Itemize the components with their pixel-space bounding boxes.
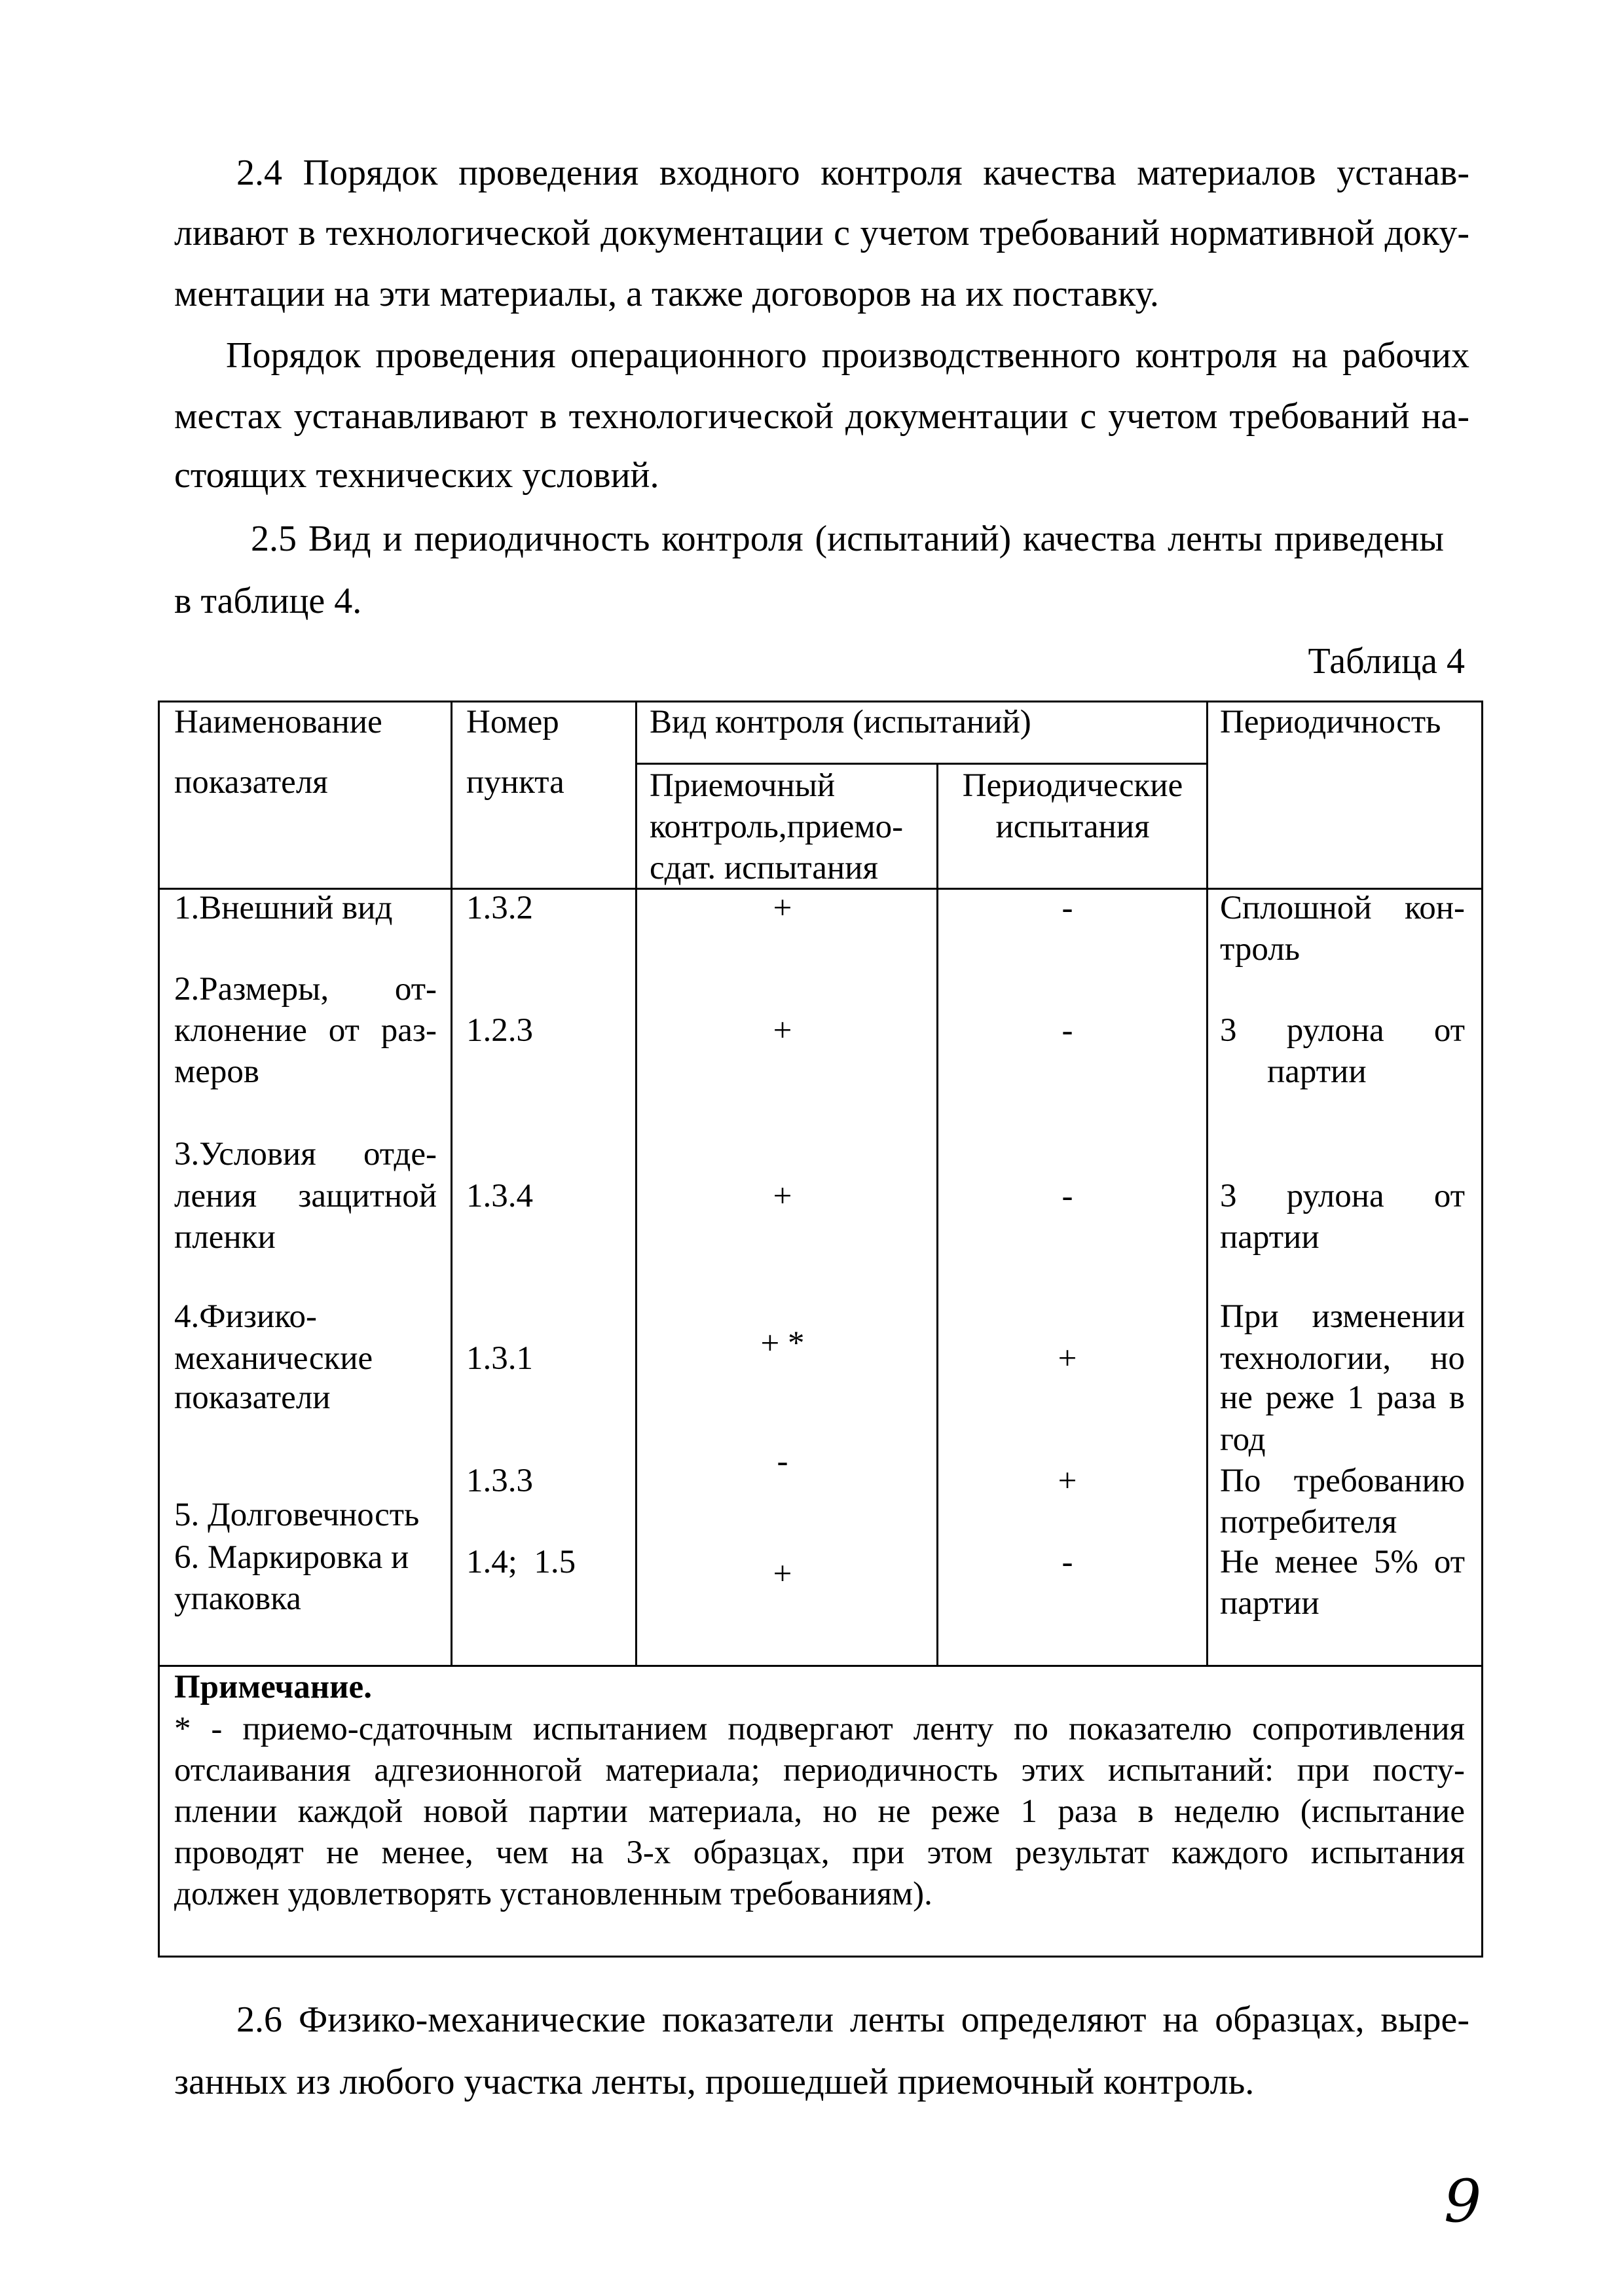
- header-control-type: Вид контроля (испытаний): [650, 704, 1031, 740]
- table-border-right: [1481, 701, 1483, 1958]
- header-name: Наименование: [174, 704, 382, 740]
- row-number: 1.3.4: [466, 1178, 533, 1214]
- row-number: 1.3.1: [466, 1340, 533, 1377]
- row-name: пленки: [174, 1219, 276, 1256]
- row-periodicity: партии: [1220, 1219, 1320, 1256]
- row-periodic: -: [1061, 1012, 1073, 1049]
- row-name: 6. Маркировка и: [174, 1539, 409, 1576]
- table-caption: Таблица 4: [1308, 641, 1465, 682]
- row-name: показатели: [174, 1379, 331, 1416]
- header-acceptance: Приемочный: [650, 767, 836, 804]
- row-periodic: +: [1058, 1340, 1077, 1377]
- row-periodicity: При изменении: [1220, 1298, 1465, 1335]
- note-title: Примечание.: [174, 1669, 372, 1705]
- row-acceptance: +: [773, 1178, 792, 1214]
- header-number: Номер: [466, 704, 559, 740]
- row-periodicity: год: [1220, 1421, 1266, 1458]
- paragraph-2-6-line: 2.6 Физико-механические показатели ленты определяют на образцах, выре-: [236, 1999, 1469, 2040]
- row-periodicity: троль: [1220, 931, 1300, 968]
- row-periodicity: потребителя: [1220, 1504, 1397, 1540]
- header-periodic: Периодические: [962, 767, 1183, 804]
- row-name: 4.Физико-: [174, 1298, 317, 1335]
- row-number: 1.3.2: [466, 890, 533, 926]
- row-name: 5. Долговечность: [174, 1497, 420, 1533]
- header-periodic: испытания: [995, 809, 1150, 845]
- row-acceptance: + *: [760, 1325, 805, 1362]
- row-periodicity: не реже 1 раза в: [1220, 1379, 1465, 1416]
- row-acceptance: +: [773, 1012, 792, 1049]
- row-periodicity: партии: [1220, 1585, 1320, 1622]
- note-line: отслаивания адгезионногой материала; периодичность этих испытаний: при посту-: [174, 1752, 1465, 1789]
- table-column-divider: [451, 701, 452, 1666]
- paragraph-2-4-line: ментации на эти материалы, а также договоров на их поставку.: [174, 274, 1159, 314]
- header-acceptance: сдат. испытания: [650, 850, 878, 886]
- table-border-left: [158, 701, 160, 1958]
- paragraph-operational-line: Порядок проведения операционного производственного контроля на рабочих: [226, 335, 1469, 376]
- paragraph-2-4-line: ливают в технологической документации с учетом требований нормативной доку-: [174, 213, 1469, 253]
- header-acceptance: контроль,приемо-: [650, 809, 904, 845]
- row-periodic: +: [1058, 1463, 1077, 1499]
- note-line: * - приемо-сдаточным испытанием подвергают ленту по показателю сопротивления: [174, 1711, 1465, 1747]
- row-periodicity: Не менее 5% от: [1220, 1544, 1465, 1580]
- row-periodicity: 3 рулона от: [1220, 1178, 1465, 1214]
- row-number: 1.2.3: [466, 1012, 533, 1049]
- page-number: 9: [1444, 2167, 1482, 2236]
- paragraph-2-5-line: 2.5 Вид и периодичность контроля (испытаний) качества ленты приведены: [251, 519, 1444, 559]
- row-periodicity: партии: [1267, 1053, 1367, 1090]
- paragraph-operational-line: местах устанавливают в технологической документации с учетом требований на-: [174, 396, 1469, 437]
- row-number: 1.4; 1.5: [466, 1544, 576, 1580]
- row-acceptance: -: [777, 1443, 788, 1480]
- table-column-divider: [1206, 701, 1208, 1666]
- row-periodicity: По требованию: [1220, 1463, 1465, 1499]
- note-line: проводят не менее, чем на 3-х образцах, при этом результат каждого испытания: [174, 1834, 1465, 1871]
- row-acceptance: +: [773, 890, 792, 926]
- row-periodic: -: [1061, 890, 1073, 926]
- table-border-bottom: [158, 1956, 1483, 1958]
- paragraph-2-4-line: 2.4 Порядок проведения входного контроля качества материалов устанав-: [236, 153, 1469, 193]
- row-periodicity: 3 рулона от: [1220, 1012, 1465, 1049]
- row-periodic: -: [1061, 1544, 1073, 1580]
- row-periodicity: технологии, но: [1220, 1340, 1465, 1377]
- table-column-divider: [936, 763, 938, 1666]
- row-name: 1.Внешний вид: [174, 890, 393, 926]
- table-column-divider: [635, 701, 637, 1666]
- header-periodicity: Периодичность: [1220, 704, 1441, 740]
- row-name: упаковка: [174, 1580, 301, 1617]
- header-name: показателя: [174, 764, 328, 801]
- row-name: 2.Размеры, от-: [174, 971, 437, 1008]
- paragraph-2-5-line: в таблице 4.: [174, 581, 362, 621]
- row-acceptance: +: [773, 1556, 792, 1592]
- row-periodicity: Сплошной кон-: [1220, 890, 1465, 926]
- paragraph-2-6-line: занных из любого участка ленты, прошедшей приемочный контроль.: [174, 2062, 1255, 2102]
- header-number: пункта: [466, 764, 564, 801]
- row-name: клонение от раз-: [174, 1012, 437, 1049]
- row-name: 3.Условия отде-: [174, 1136, 437, 1173]
- row-name: ления защитной: [174, 1178, 437, 1214]
- paragraph-operational-line: стоящих технических условий.: [174, 455, 659, 496]
- note-line: плении каждой новой партии материала, но не реже 1 раза в неделю (испытание: [174, 1793, 1465, 1830]
- row-number: 1.3.3: [466, 1463, 533, 1499]
- row-name: меров: [174, 1053, 259, 1090]
- row-name: механические: [174, 1340, 373, 1377]
- note-line: должен удовлетворять установленным требованиям).: [174, 1876, 932, 1912]
- row-periodic: -: [1061, 1178, 1073, 1214]
